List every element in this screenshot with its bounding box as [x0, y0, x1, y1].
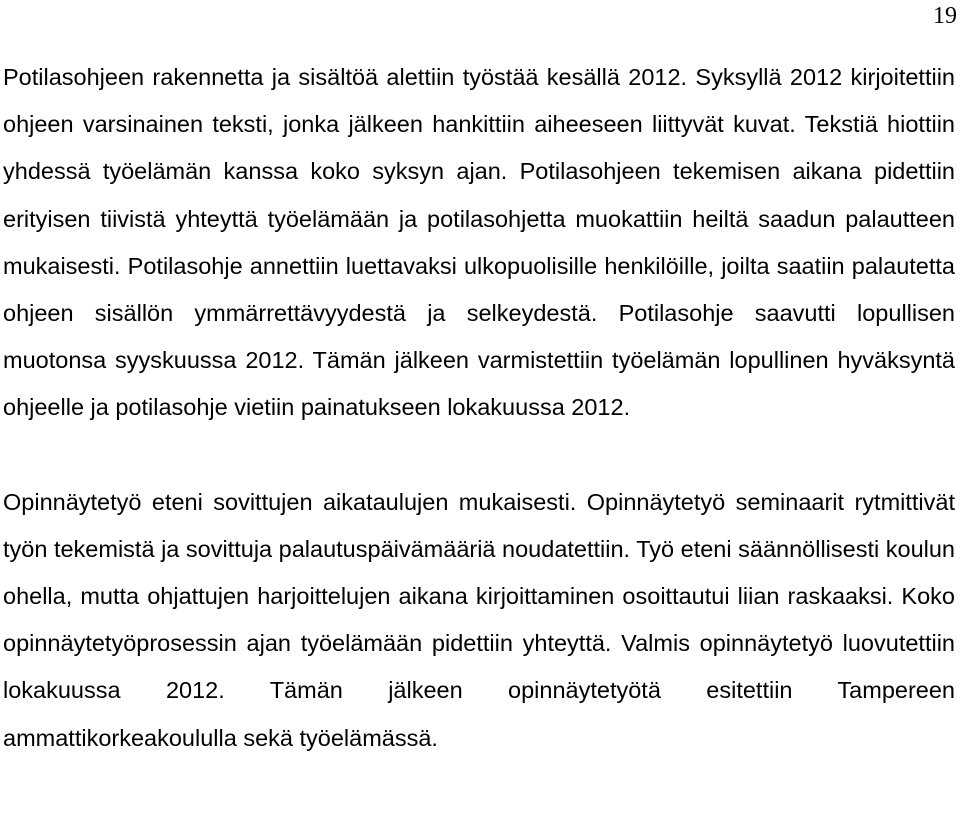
body-text: [3, 54, 955, 762]
page-number: 19: [933, 3, 957, 29]
paragraph-2: Opinnäytetyö eteni sovittujen aikataulujen mukaisesti. Opinnäytetyö seminaarit rytmittivät työn tekemistä ja sovittuja palautuspäivämääriä noudatettiin. Työ eteni säännöllisesti koulun ohella, mutta ohjattujen harjoittelujen aikana kirjoittaminen osoittautui liian raskaaksi. Koko opinnäytetyöprosessin ajan työelämään pidettiin yhteyttä. Valmis opinnäytetyö luovutettiin lokakuussa 2012. Tämän jälkeen opinnäytetyötä esitettiin Tampereen ammattikorkeakoululla sekä työelämässä.: [3, 488, 955, 751]
paragraph-1: Potilasohjeen rakennetta ja sisältöä alettiin työstää kesällä 2012. Syksyllä 2012 kirjoitettiin ohjeen varsinainen teksti, jonka jälkeen hankittiin aiheeseen liittyvät kuvat. Tekstiä hiottiin yhdessä työelämän kanssa koko syksyn ajan. Potilasohjeen tekemisen aikana pidettiin erityisen tiivistä yhteyttä työelämään ja potilasohjetta muokattiin heiltä saadun palautteen mukaisesti. Potilasohje annettiin luettavaksi ulkopuolisille henkilöille, joilta saatiin palautetta ohjeen sisällön ymmärrettävyydestä ja selkeydestä. Potilasohje saavutti lopullisen muotonsa syyskuussa 2012. Tämän jälkeen varmistettiin työelämän lopullinen hyväksyntä ohjeelle ja potilasohje vietiin painatukseen lokakuussa 2012.: [3, 64, 955, 421]
